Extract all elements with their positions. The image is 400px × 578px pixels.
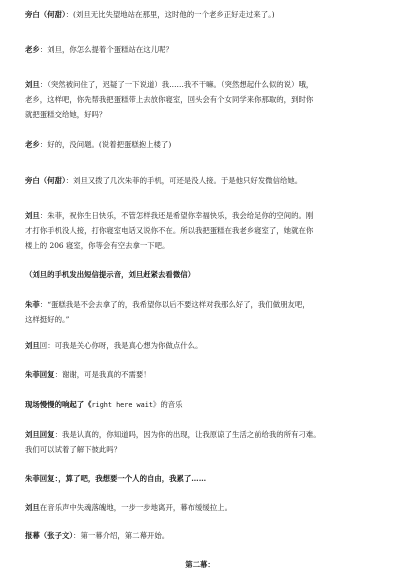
speaker: 刘旦回复 [25,430,55,439]
speaker: 报幕（张子文） [25,531,74,540]
dialogue: ：朱菲，祝你生日快乐，不管怎样我还是希望你幸福快乐，我会给足你的空间的。刚 [39,211,314,220]
speaker: 朱菲回复 [25,474,55,483]
dialogue: ：刘旦，你怎么提着个蛋糕站在这儿呢？ [39,45,173,54]
paragraph [25,503,381,514]
speaker: 刘旦 [25,80,40,89]
paragraph [25,45,381,56]
paragraph [25,474,381,485]
dialogue: ：（突然被问住了，迟疑了一下说道）我……我不干嘛。（突然想起什么似的说）哦， [39,80,314,89]
paragraph [25,140,381,151]
speaker: 老乡 [25,140,40,149]
music-cue-lead: 现场慢慢的响起了《 [25,400,92,409]
dialogue: ：好的，没问题。(说着把蛋糕抱上楼了) [39,140,172,149]
paragraph-continuation: 才打你手机没人接，打你寝室电话又说你不在。所以我把蛋糕在我老乡寝室了，她就在你 [25,226,314,235]
stage-direction-text: （刘旦的手机发出短信提示音，刘旦赶紧去看微信） [25,270,195,279]
music-cue-tail: 》的音乐 [152,400,183,409]
music-cue [25,400,381,411]
song-title: right here wait [91,401,153,409]
speaker: 刘旦 [25,211,40,220]
dialogue: 回：可我是关心你呀，我是真心想为你做点什么。 [39,341,203,350]
paragraph-continuation: 就把蛋糕交给她，好吗？ [25,110,107,119]
paragraph-continuation: 老乡，这样吧，你先帮我把蛋糕带上去放你寝室，回头会有个女同学来你那取的，到时你 [25,95,314,104]
speaker: 老乡 [25,45,40,54]
paragraph [25,300,381,311]
dialogue: ：“蛋糕我是不会去拿了的，我希望你以后不要这样对我那么好了，我们做朋友吧， [39,300,310,309]
paragraph [25,10,381,21]
stage-direction [25,270,381,281]
paragraph-continuation: 我们可以试着了解下彼此吗？ [25,445,122,454]
act-title: 第二幕： [185,560,215,569]
dialogue: ：刘旦又拨了几次朱菲的手机，可还是没人接。于是他只好发微信给她。 [65,176,303,185]
dialogue: ：第一幕介绍，第二幕开始。 [73,531,170,540]
speaker: 旁白（何甜） [25,176,66,185]
paragraph [25,80,381,91]
paragraph [25,341,381,352]
dialogue: ：谢谢，可是我真的不需要！ [54,370,151,379]
speaker: 刘旦 [25,503,40,512]
dialogue: ：，算了吧，我想要一个人的自由，我累了…… [54,474,207,483]
paragraph [25,370,381,381]
paragraph-continuation: 这样挺好的。” [25,315,70,324]
paragraph [25,430,381,441]
paragraph [25,176,381,187]
speaker: 旁白（何甜） [25,10,66,19]
paragraph-continuation: 楼上的 206 寝室，你等会有空去拿一下吧。 [25,241,170,250]
speaker: 朱菲回复 [25,370,55,379]
speaker: 刘旦 [25,341,40,350]
paragraph [25,531,381,542]
dialogue: ：我是认真的，你知道吗，因为你的出现，让我原谅了生活之前给我的所有刁难。 [54,430,321,439]
speaker: 朱菲 [25,300,40,309]
dialogue: ：(刘旦无比失望地站在那里，这时他的一个老乡正好走过来了。) [65,10,275,19]
dialogue: 在音乐声中失魂落魄地，一步一步地离开，幕布缓缓拉上。 [39,503,232,512]
paragraph [25,211,381,222]
